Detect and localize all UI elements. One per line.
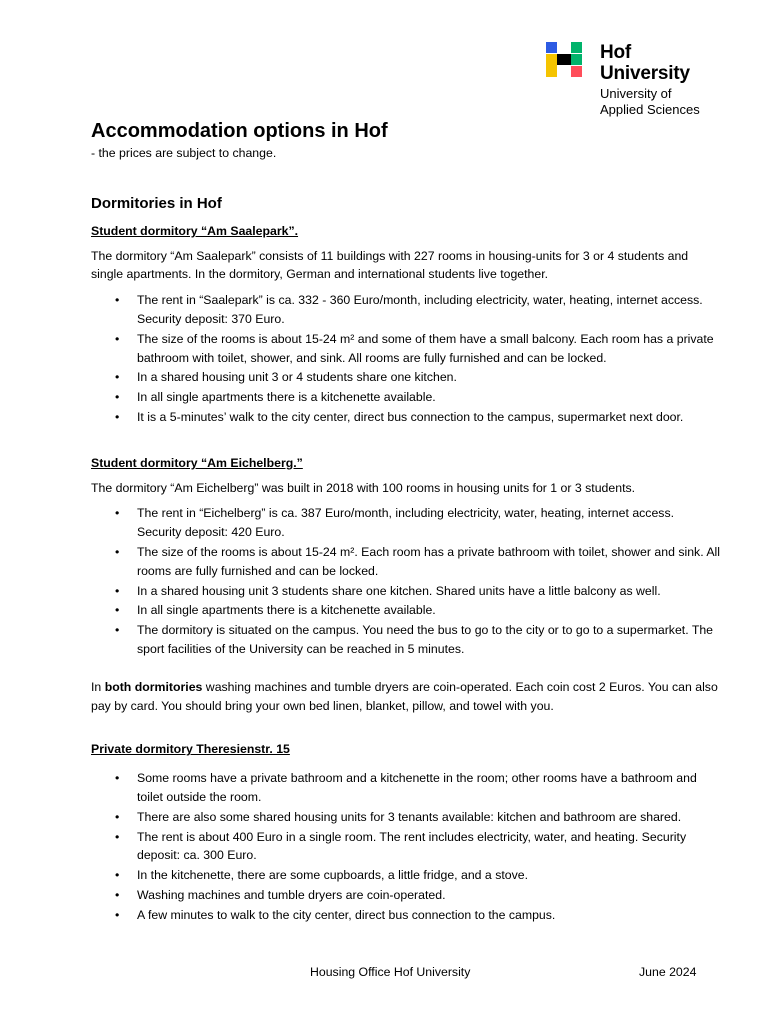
list-item: • The size of the rooms is about 15-24 m² and some of them have a small balcony. Each room has a private bathroom with toilet, shower, and sink. All rooms are fully furnished and can be locked. [137, 330, 721, 368]
eichelberg-list [91, 504, 721, 658]
footer-office: Housing Office Hof University [310, 965, 471, 979]
document-content [91, 118, 721, 926]
both-bold: both dormitories [104, 679, 203, 694]
theresien-title: Private dormitory Theresienstr. 15 [91, 742, 290, 757]
list-item: • In all single apartments there is a kitchenette available. [137, 601, 721, 620]
both-rest: washing machines and tumble dryers are coin-operated. Each coin cost 2 Euros. You can also pay by card. You should bring your own bed linen, blanket, pillow, and towel with you. [91, 679, 718, 713]
list-item: • In all single apartments there is a kitchenette available. [137, 388, 721, 407]
list-item: • A few minutes to walk to the city center, direct bus connection to the campus. [137, 906, 721, 925]
list-item: • In a shared housing unit 3 students share one kitchen. Shared units have a little balcony as well. [137, 582, 721, 601]
both-dormitories-note [91, 678, 721, 716]
saalepark-list [91, 291, 721, 427]
hof-university-logo [546, 42, 726, 122]
eichelberg-intro: The dormitory “Am Eichelberg” was built in 2018 with 100 rooms in housing units for 1 or 3 students. [91, 480, 636, 495]
list-item: • The size of the rooms is about 15-24 m². Each room has a private bathroom with toilet, shower and sink. All rooms are fully furnished and can be locked. [137, 543, 721, 581]
saalepark-intro: The dormitory “Am Saalepark” consists of 11 buildings with 227 rooms in housing-units for 3 or 4 students and single apartments. In the dormitory, German and international students live together. [91, 248, 689, 282]
list-item: • The dormitory is situated on the campus. You need the bus to go to the city or to go to a supermarket. The sport facilities of the University can be reached in 5 minutes. [137, 621, 721, 659]
logo-line-hof: Hof [600, 42, 632, 63]
list-item: • Some rooms have a private bathroom and a kitchenette in the room; other rooms have a bathroom and toilet outside the room. [137, 769, 721, 807]
logo-line-applied-sciences: Applied Sciences [600, 102, 700, 117]
list-item: • The rent is about 400 Euro in a single room. The rent includes electricity, water, and heating. Security deposit: ca. 300 Euro. [137, 828, 721, 866]
eichelberg-title: Student dormitory “Am Eichelberg.” [91, 455, 303, 470]
list-item: • It is a 5-minutes’ walk to the city center, direct bus connection to the campus, supermarket next door. [137, 408, 721, 427]
saalepark-title: Student dormitory “Am Saalepark”. [91, 223, 299, 238]
list-item: • The rent in “Saalepark” is ca. 332 - 360 Euro/month, including electricity, water, heating, internet access. Security deposit: 370 Euro. [137, 291, 721, 329]
theresien-list [91, 769, 721, 924]
footer-date: June 2024 [639, 965, 697, 979]
subtitle: - the prices are subject to change. [91, 146, 277, 160]
list-item: • In the kitchenette, there are some cupboards, a little fridge, and a stove. [137, 866, 721, 885]
section-heading: Dormitories in Hof [91, 194, 222, 212]
page-title: Accommodation options in Hof [91, 120, 388, 142]
logo-mark-icon [546, 42, 584, 78]
logo-line-university: University [600, 63, 690, 84]
both-prefix: In [91, 679, 105, 694]
list-item: • The rent in “Eichelberg” is ca. 387 Euro/month, including electricity, water, heating, internet access. Security deposit: 420 Euro. [137, 504, 721, 542]
list-item: • Washing machines and tumble dryers are coin-operated. [137, 886, 721, 905]
list-item: • There are also some shared housing units for 3 tenants available: kitchen and bathroom are shared. [137, 808, 721, 827]
list-item: • In a shared housing unit 3 or 4 students share one kitchen. [137, 368, 721, 387]
logo-line-university-of: University of [600, 86, 672, 101]
